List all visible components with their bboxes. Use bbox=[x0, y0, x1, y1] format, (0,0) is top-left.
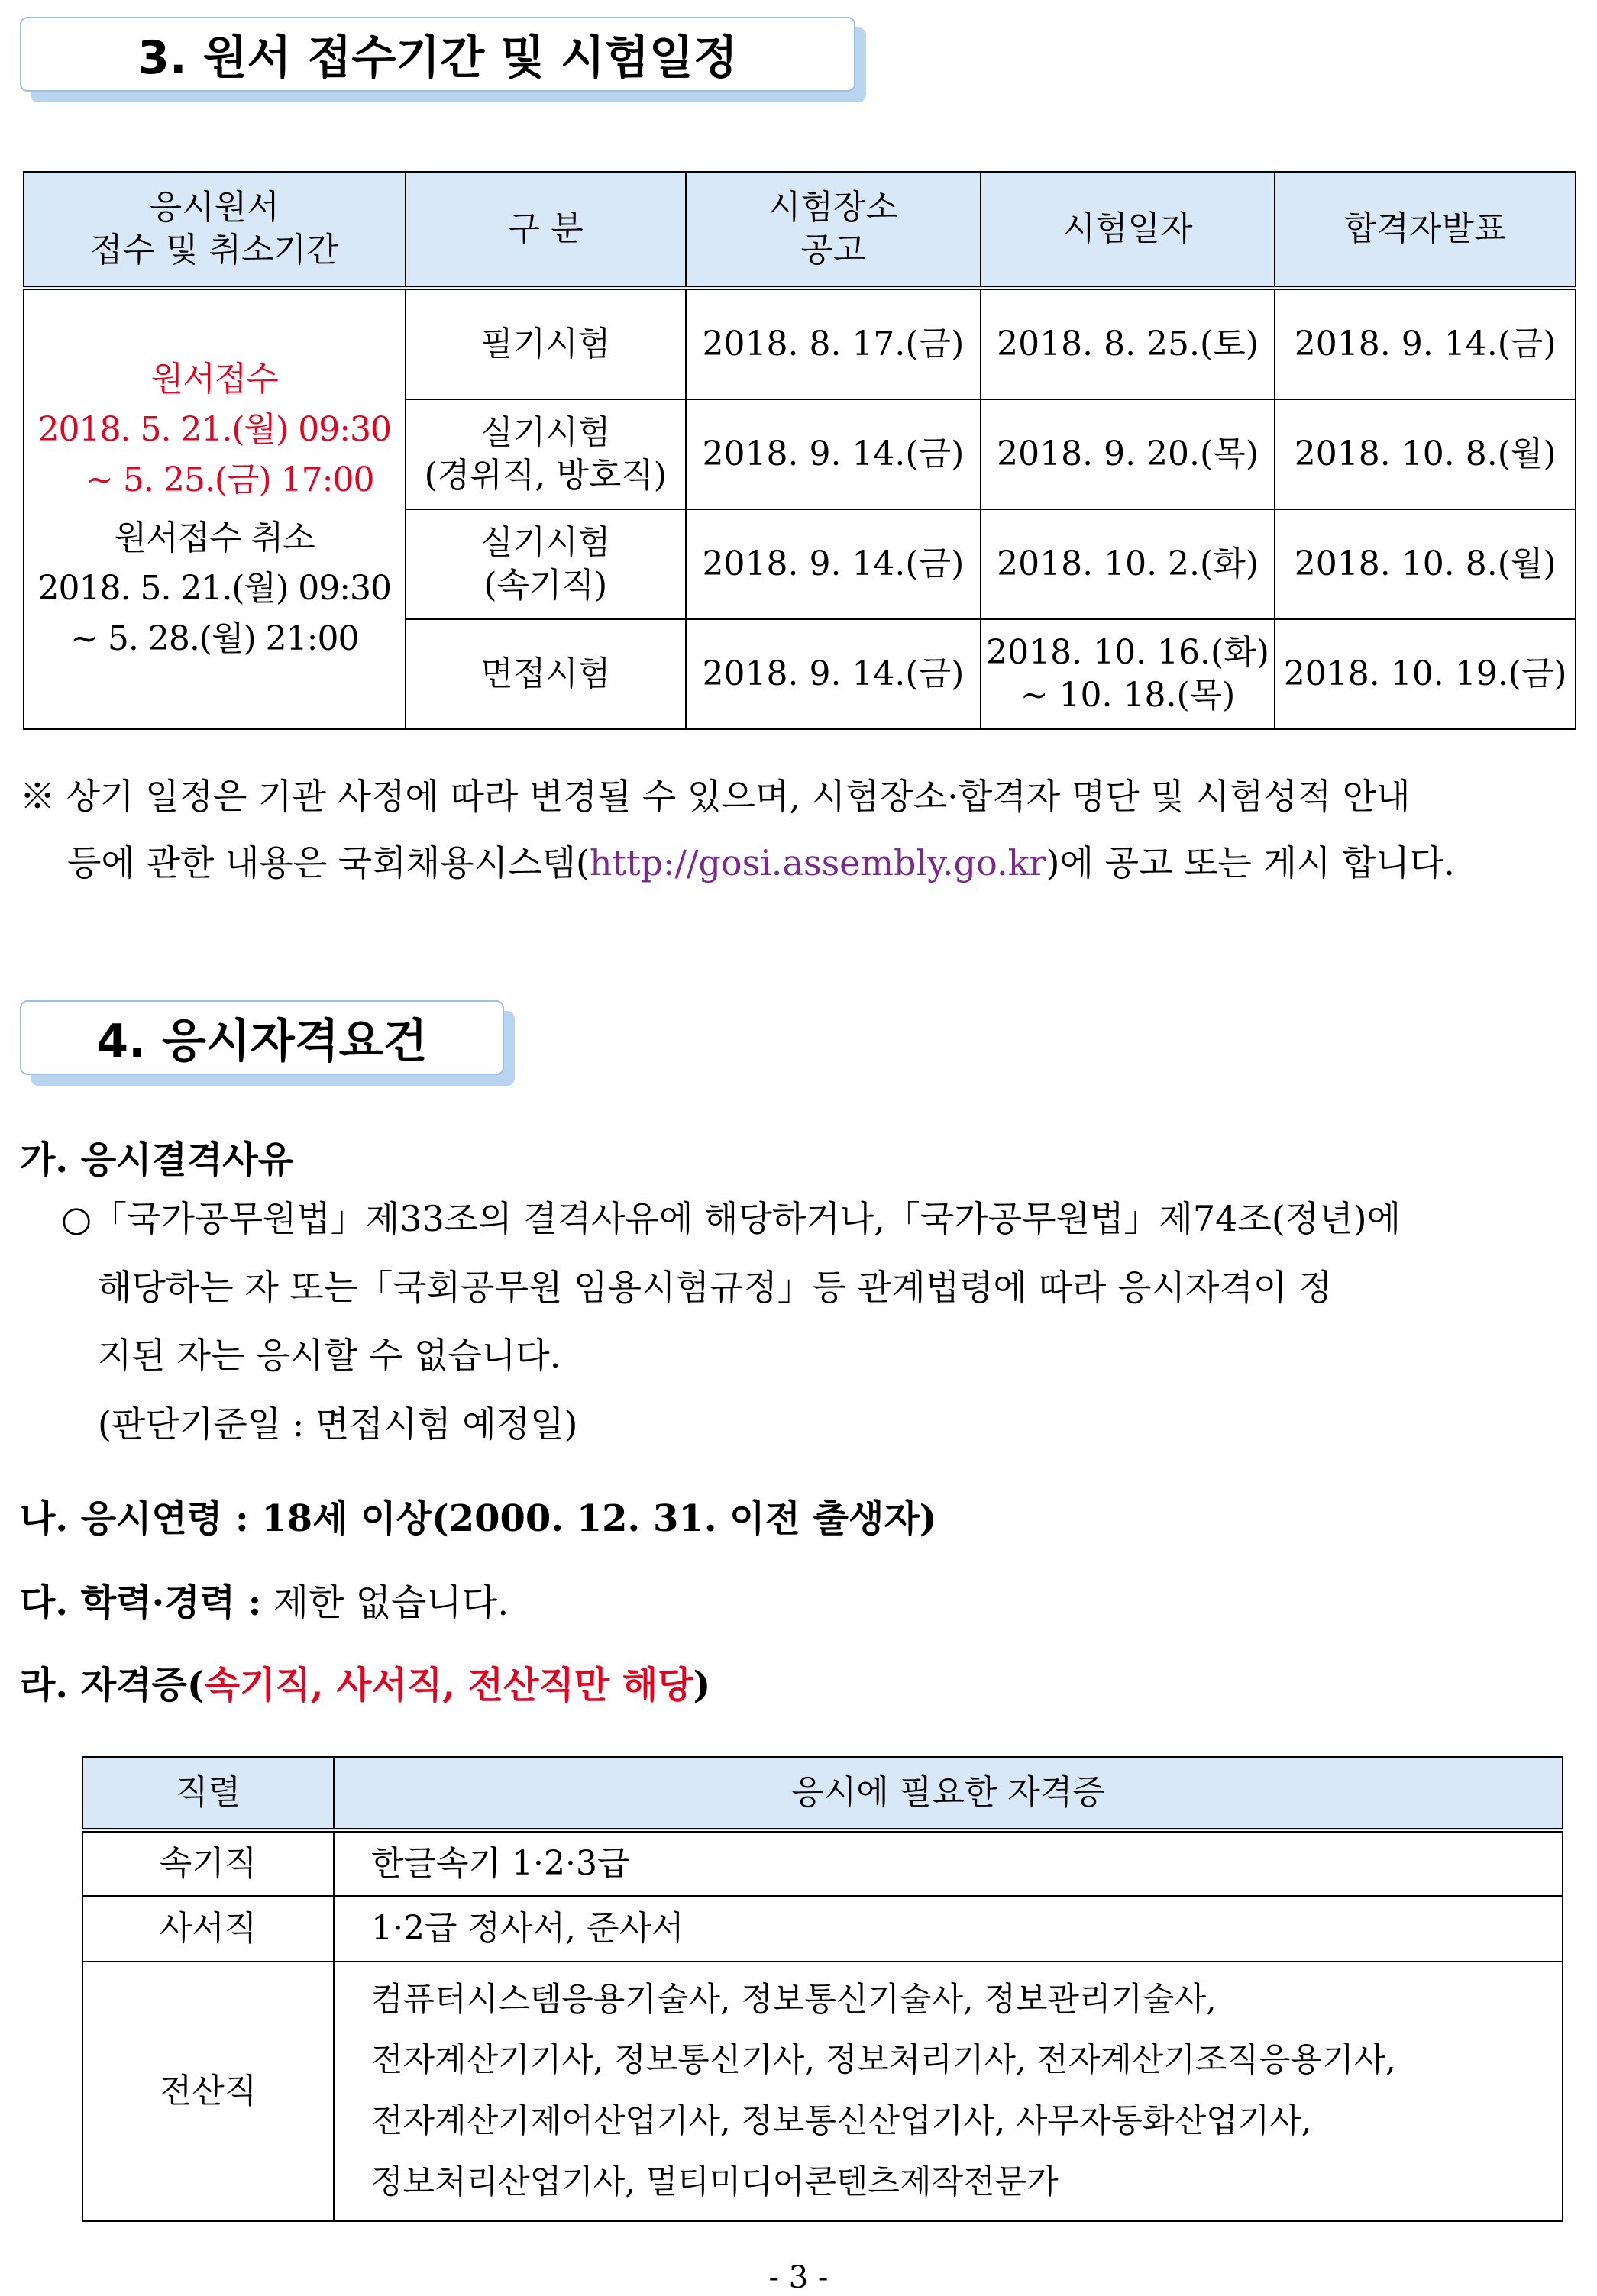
row3-venue: 2018. 9. 14.(금) bbox=[686, 509, 981, 619]
ga-body bbox=[61, 1185, 1581, 1459]
na-item: 나. 응시연령 : 18세 이상(2000. 12. 31. 이전 출생자) bbox=[20, 1497, 937, 1540]
cert-header-job: 직렬 bbox=[82, 1757, 334, 1830]
row2-date: 2018. 9. 20.(목) bbox=[981, 399, 1275, 509]
table-row bbox=[24, 288, 1576, 399]
section3-title bbox=[20, 17, 855, 92]
ga-line2: 해당하는 자 또는「국회공무원 임용시험규정」등 관계법령에 따라 응시자격이 정 bbox=[98, 1266, 1333, 1308]
table-row bbox=[82, 1896, 1563, 1962]
cert-header-certs: 응시에 필요한 자격증 bbox=[334, 1757, 1563, 1830]
header-date-text: 시험일자 bbox=[1062, 208, 1193, 248]
header-type-text: 구 분 bbox=[507, 208, 584, 248]
cert-row3-certs: 컴퓨터시스템응용기술사, 정보통신기술사, 정보관리기술사, 전자계산기기사, 정보통신기사, 정보처리기사, 전자계산기조직응용기사, 전자계산기제어산업기사, 정보통신산업기사, 사무자동화산업기사, 정보처리산업기사, 멀티미디어콘텐츠제작전문가 bbox=[334, 1962, 1563, 2221]
cert-header-row bbox=[82, 1757, 1563, 1830]
certificate-table bbox=[82, 1756, 1563, 2222]
table-row bbox=[82, 1962, 1563, 2221]
header-period-text: 응시원서 접수 및 취소기간 bbox=[90, 187, 339, 270]
schedule-table bbox=[23, 171, 1576, 730]
period-cell bbox=[24, 288, 406, 729]
section4-title-text: 4. 응시자격요건 bbox=[96, 1015, 428, 1068]
row1-date: 2018. 8. 25.(토) bbox=[981, 288, 1275, 399]
page-number: - 3 - bbox=[768, 2260, 829, 2295]
header-period bbox=[24, 172, 406, 288]
header-venue-text: 시험장소 공고 bbox=[768, 187, 898, 270]
row3-type: 실기시험 (속기직) bbox=[406, 509, 687, 619]
row1-result: 2018. 9. 14.(금) bbox=[1275, 288, 1576, 399]
cert-row2-job: 사서직 bbox=[82, 1896, 334, 1962]
cert-row3-job: 전산직 bbox=[82, 1962, 334, 2221]
row1-venue: 2018. 8. 17.(금) bbox=[686, 288, 981, 399]
cert-row1-certs: 한글속기 1·2·3급 bbox=[334, 1830, 1563, 1896]
cancel-line1: 2018. 5. 21.(월) 09:30 bbox=[37, 569, 392, 608]
cert-row1-job: 속기직 bbox=[82, 1830, 334, 1896]
header-type bbox=[406, 172, 687, 288]
row4-date: 2018. 10. 16.(화) ~ 10. 18.(목) bbox=[981, 619, 1275, 729]
ga-line4: (판단기준일 : 면접시험 예정일) bbox=[98, 1403, 578, 1445]
section3-title-text: 3. 원서 접수기간 및 시험일정 bbox=[137, 31, 738, 85]
section4-title bbox=[20, 1000, 504, 1075]
ra-label-pre: 라. 자격증( bbox=[20, 1664, 205, 1707]
gosi-link[interactable]: http://gosi.assembly.go.kr bbox=[589, 842, 1046, 884]
ga-line3: 지된 자는 응시할 수 없습니다. bbox=[98, 1335, 561, 1377]
row4-type: 면접시험 bbox=[406, 619, 687, 729]
table-row bbox=[82, 1830, 1563, 1896]
row2-type: 실기시험 (경위직, 방호직) bbox=[406, 399, 687, 509]
notice-line1: ※ 상기 일정은 기관 사정에 따라 변경될 수 있으며, 시험장소·합격자 명단 및 시험성적 안내 bbox=[20, 776, 1411, 817]
row4-result: 2018. 10. 19.(금) bbox=[1275, 619, 1576, 729]
row4-venue: 2018. 9. 14.(금) bbox=[686, 619, 981, 729]
notice-line2 bbox=[20, 830, 1578, 896]
cancel-line2: ~ 5. 28.(월) 21:00 bbox=[70, 619, 359, 658]
header-result-text: 합격자발표 bbox=[1343, 208, 1507, 248]
row2-venue: 2018. 9. 14.(금) bbox=[686, 399, 981, 509]
row2-result: 2018. 10. 8.(월) bbox=[1275, 399, 1576, 509]
da-label: 다. 학력·경력 : bbox=[20, 1581, 262, 1624]
cancel-title: 원서접수 취소 bbox=[114, 518, 315, 557]
row3-date: 2018. 10. 2.(화) bbox=[981, 509, 1275, 619]
header-result bbox=[1275, 172, 1576, 288]
ra-label-post: ) bbox=[693, 1664, 711, 1707]
da-text: 제한 없습니다. bbox=[261, 1581, 509, 1624]
da-item bbox=[20, 1573, 509, 1626]
header-venue bbox=[686, 172, 981, 288]
apply-line1: 2018. 5. 21.(월) 09:30 bbox=[37, 410, 392, 449]
ga-heading: 가. 응시결격사유 bbox=[20, 1138, 293, 1181]
row3-result: 2018. 10. 8.(월) bbox=[1275, 509, 1576, 619]
apply-line2: ~ 5. 25.(금) 17:00 bbox=[86, 460, 374, 499]
row1-type: 필기시험 bbox=[406, 288, 687, 399]
cert-row2-certs: 1·2급 정사서, 준사서 bbox=[334, 1896, 1563, 1962]
notice-line2-pre: 등에 관한 내용은 국회채용시스템( bbox=[67, 842, 590, 884]
notice-line2-post: )에 공고 또는 게시 합니다. bbox=[1046, 842, 1455, 884]
apply-title: 원서접수 bbox=[150, 360, 278, 399]
ga-line1: ○「국가공무원법」제33조의 결격사유에 해당하거나,「국가공무원법」제74조(정년)에 bbox=[61, 1198, 1401, 1239]
ra-label-red: 속기직, 사서직, 전산직만 해당 bbox=[204, 1664, 693, 1707]
header-date bbox=[981, 172, 1275, 288]
schedule-notice bbox=[20, 764, 1578, 897]
schedule-header-row bbox=[24, 172, 1576, 288]
ra-item bbox=[20, 1655, 710, 1708]
